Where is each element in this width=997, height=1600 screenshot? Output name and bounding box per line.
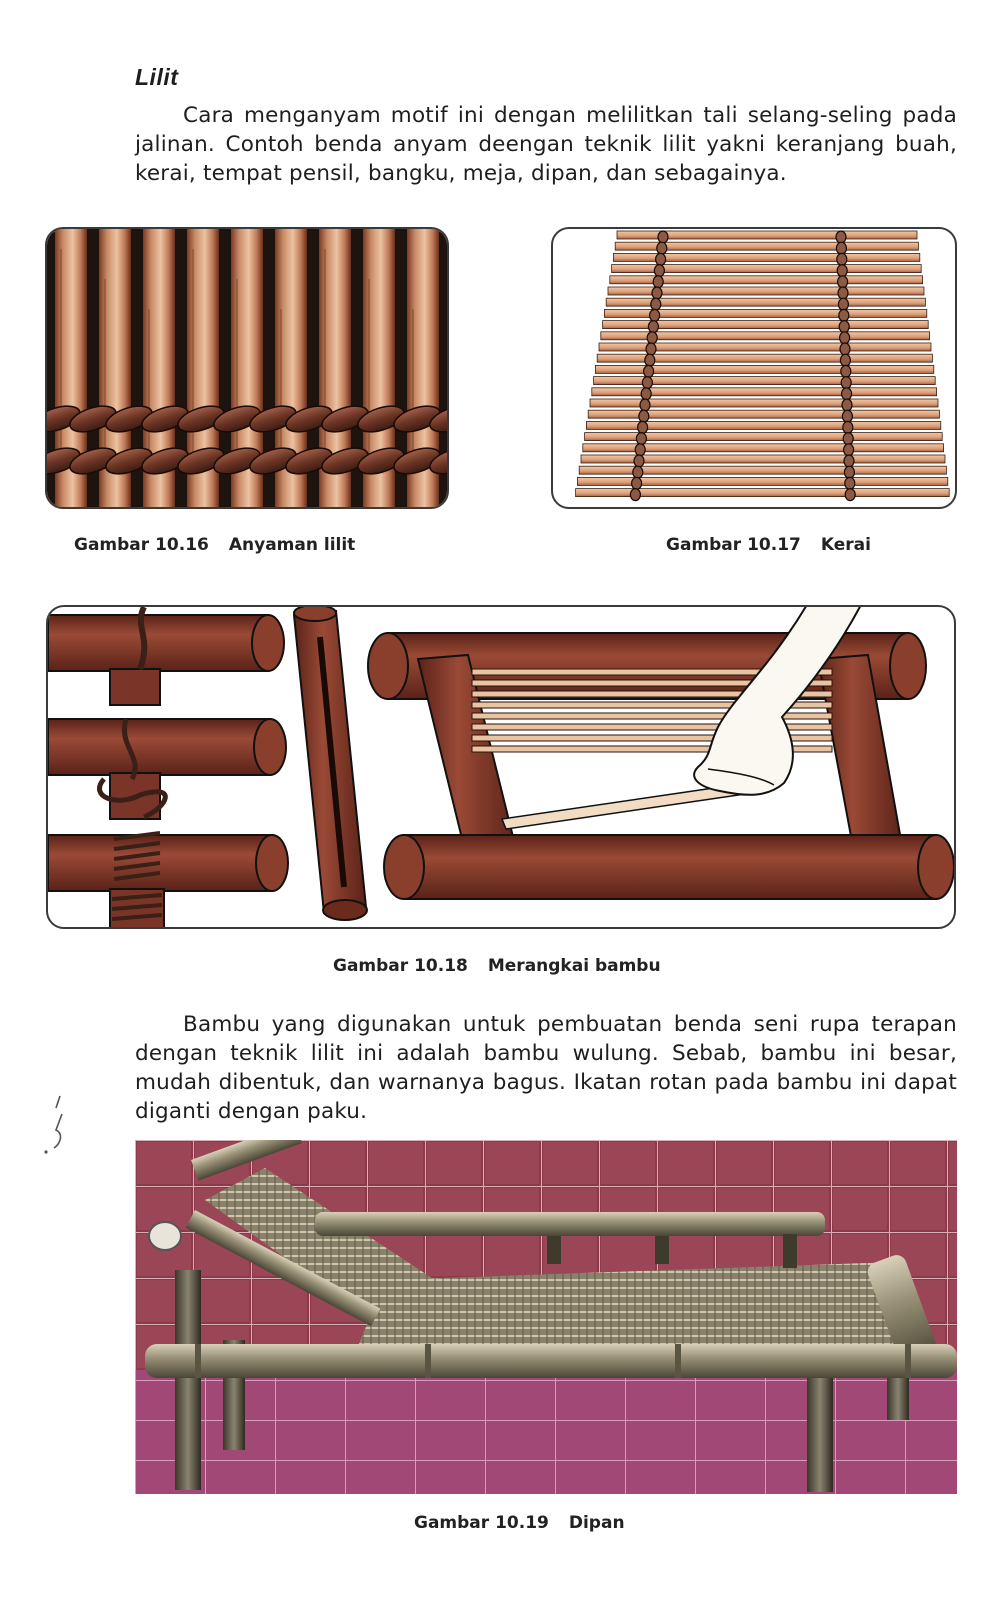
anyaman-lilit-illustration	[47, 229, 447, 507]
caption-number: Gambar 10.17	[666, 535, 801, 555]
intro-paragraph-text: Cara menganyam motif ini dengan melilitkan tali selang-seling pada jalinan. Contoh benda anyam deengan teknik lilit yakni keranjang buah, kerai, tempat pensil, bangku, meja, dipan, dan sebagainya.	[135, 103, 957, 186]
figure-anyaman-lilit	[45, 227, 449, 509]
margin-mark	[42, 1090, 72, 1164]
intro-paragraph	[135, 101, 957, 188]
photo-dipan	[135, 1140, 957, 1494]
caption-fig-10-19	[414, 1513, 625, 1533]
caption-title: Merangkai bambu	[487, 956, 661, 976]
caption-title: Dipan	[568, 1513, 625, 1533]
caption-title: Kerai	[820, 535, 871, 555]
caption-fig-10-16	[74, 535, 355, 555]
caption-number: Gambar 10.16	[74, 535, 209, 555]
caption-title: Anyaman lilit	[228, 535, 356, 555]
caption-fig-10-18	[333, 956, 661, 976]
body-paragraph	[135, 1010, 957, 1126]
section-heading: Lilit	[135, 64, 179, 90]
dipan-photo	[135, 1140, 957, 1494]
body-paragraph-text: Bambu yang digunakan untuk pembuatan benda seni rupa terapan dengan teknik lilit ini adalah bambu wulung. Sebab, bambu ini besar, mudah dibentuk, dan warnanya bagus. Ikatan rotan pada bambu ini dapat diganti dengan paku.	[135, 1012, 957, 1124]
caption-fig-10-17	[666, 535, 871, 555]
caption-number: Gambar 10.19	[414, 1513, 549, 1533]
kerai-illustration	[553, 229, 955, 507]
figure-merangkai-bambu	[46, 605, 956, 929]
merangkai-bambu-illustration	[48, 607, 954, 927]
figure-kerai	[551, 227, 957, 509]
caption-number: Gambar 10.18	[333, 956, 468, 976]
